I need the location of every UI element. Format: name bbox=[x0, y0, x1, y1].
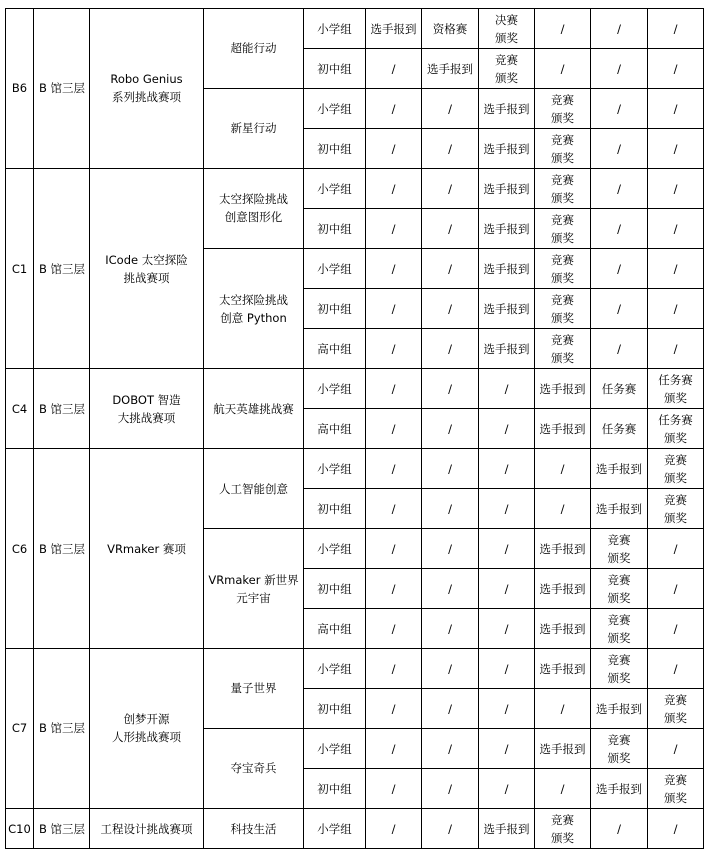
schedule-cell: / bbox=[591, 9, 648, 49]
schedule-cell: 任务赛 颁奖 bbox=[648, 408, 704, 448]
schedule-cell: / bbox=[479, 369, 535, 409]
schedule-cell: / bbox=[422, 289, 479, 329]
schedule-cell: / bbox=[479, 408, 535, 448]
schedule-cell: / bbox=[366, 369, 422, 409]
schedule-cell: / bbox=[591, 808, 648, 848]
schedule-cell: / bbox=[422, 609, 479, 649]
schedule-cell: 竞赛 颁奖 bbox=[648, 689, 704, 729]
sub-event-cell: VRmaker 新世界 元宇宙 bbox=[204, 529, 304, 649]
schedule-cell: / bbox=[479, 488, 535, 528]
sub-event-cell: 太空探险挑战 创意 Python bbox=[204, 248, 304, 368]
schedule-cell: 竞赛 颁奖 bbox=[535, 248, 591, 288]
group-cell: 初中组 bbox=[304, 568, 366, 608]
sub-event-cell: 新星行动 bbox=[204, 88, 304, 168]
schedule-cell: 选手报到 bbox=[535, 728, 591, 768]
table-row bbox=[6, 9, 704, 49]
schedule-cell: 竞赛 颁奖 bbox=[535, 129, 591, 169]
schedule-cell: / bbox=[591, 289, 648, 329]
schedule-cell: / bbox=[648, 328, 704, 368]
schedule-cell: / bbox=[366, 568, 422, 608]
schedule-cell: / bbox=[366, 488, 422, 528]
schedule-cell: 选手报到 bbox=[591, 449, 648, 489]
sub-event-cell: 科技生活 bbox=[204, 808, 304, 848]
schedule-cell: / bbox=[648, 728, 704, 768]
schedule-cell: / bbox=[366, 728, 422, 768]
schedule-cell: / bbox=[648, 609, 704, 649]
schedule-cell: / bbox=[479, 769, 535, 809]
schedule-cell: / bbox=[366, 648, 422, 688]
schedule-cell: 选手报到 bbox=[479, 328, 535, 368]
schedule-cell: / bbox=[648, 248, 704, 288]
group-cell: 小学组 bbox=[304, 168, 366, 208]
schedule-cell: / bbox=[648, 648, 704, 688]
schedule-cell: 竞赛 颁奖 bbox=[535, 328, 591, 368]
schedule-cell: / bbox=[366, 449, 422, 489]
table-row bbox=[6, 449, 704, 489]
schedule-cell: / bbox=[648, 808, 704, 848]
venue-code-cell: B6 bbox=[6, 9, 34, 169]
schedule-cell: / bbox=[422, 808, 479, 848]
schedule-cell: 选手报到 bbox=[479, 209, 535, 249]
group-cell: 初中组 bbox=[304, 488, 366, 528]
schedule-cell: / bbox=[591, 328, 648, 368]
schedule-cell: 选手报到 bbox=[479, 129, 535, 169]
schedule-cell: / bbox=[366, 529, 422, 569]
schedule-cell: / bbox=[422, 728, 479, 768]
group-cell: 小学组 bbox=[304, 449, 366, 489]
schedule-cell: 竞赛 颁奖 bbox=[535, 209, 591, 249]
schedule-cell: / bbox=[535, 449, 591, 489]
group-cell: 初中组 bbox=[304, 49, 366, 89]
schedule-cell: / bbox=[366, 609, 422, 649]
schedule-cell: 资格赛 bbox=[422, 9, 479, 49]
schedule-cell: 选手报到 bbox=[535, 648, 591, 688]
event-name-cell: DOBOT 智造 大挑战赛项 bbox=[90, 369, 204, 449]
schedule-cell: / bbox=[366, 808, 422, 848]
table-row bbox=[6, 648, 704, 688]
schedule-cell: / bbox=[648, 289, 704, 329]
schedule-cell: / bbox=[535, 689, 591, 729]
schedule-cell: / bbox=[479, 648, 535, 688]
schedule-cell: / bbox=[422, 369, 479, 409]
schedule-cell: / bbox=[535, 769, 591, 809]
schedule-cell: 选手报到 bbox=[479, 289, 535, 329]
schedule-cell: 任务赛 bbox=[591, 369, 648, 409]
schedule-cell: / bbox=[648, 529, 704, 569]
schedule-cell: 任务赛 bbox=[591, 408, 648, 448]
schedule-cell: / bbox=[422, 529, 479, 569]
schedule-cell: 竞赛 颁奖 bbox=[591, 568, 648, 608]
venue-code-cell: C4 bbox=[6, 369, 34, 449]
venue-code-cell: C1 bbox=[6, 168, 34, 368]
venue-code-cell: C7 bbox=[6, 648, 34, 808]
schedule-cell: 任务赛 颁奖 bbox=[648, 369, 704, 409]
table-row bbox=[6, 369, 704, 409]
schedule-cell: / bbox=[479, 449, 535, 489]
schedule-cell: 选手报到 bbox=[479, 808, 535, 848]
location-cell: B 馆三层 bbox=[34, 9, 90, 169]
schedule-cell: 选手报到 bbox=[535, 369, 591, 409]
event-name-cell: ICode 太空探险 挑战赛项 bbox=[90, 168, 204, 368]
schedule-cell: / bbox=[479, 689, 535, 729]
schedule-cell: 竞赛 颁奖 bbox=[591, 728, 648, 768]
schedule-cell: / bbox=[648, 49, 704, 89]
schedule-cell: 选手报到 bbox=[479, 248, 535, 288]
sub-event-cell: 航天英雄挑战赛 bbox=[204, 369, 304, 449]
group-cell: 初中组 bbox=[304, 209, 366, 249]
group-cell: 小学组 bbox=[304, 808, 366, 848]
schedule-cell: / bbox=[366, 88, 422, 128]
schedule-cell: / bbox=[591, 88, 648, 128]
schedule-cell: / bbox=[422, 248, 479, 288]
schedule-cell: / bbox=[648, 568, 704, 608]
schedule-cell: 选手报到 bbox=[479, 168, 535, 208]
schedule-cell: / bbox=[366, 769, 422, 809]
schedule-cell: / bbox=[591, 248, 648, 288]
group-cell: 高中组 bbox=[304, 328, 366, 368]
venue-code-cell: C10 bbox=[6, 808, 34, 848]
group-cell: 初中组 bbox=[304, 769, 366, 809]
schedule-cell: / bbox=[366, 289, 422, 329]
schedule-cell: / bbox=[366, 168, 422, 208]
schedule-cell: / bbox=[535, 9, 591, 49]
schedule-cell: 竞赛 颁奖 bbox=[535, 168, 591, 208]
schedule-cell: / bbox=[591, 49, 648, 89]
schedule-cell: 决赛 颁奖 bbox=[479, 9, 535, 49]
sub-event-cell: 超能行动 bbox=[204, 9, 304, 89]
group-cell: 初中组 bbox=[304, 129, 366, 169]
location-cell: B 馆三层 bbox=[34, 648, 90, 808]
schedule-cell: / bbox=[479, 529, 535, 569]
schedule-cell: 竞赛 颁奖 bbox=[591, 609, 648, 649]
sub-event-cell: 夺宝奇兵 bbox=[204, 728, 304, 808]
group-cell: 高中组 bbox=[304, 609, 366, 649]
schedule-cell: / bbox=[422, 449, 479, 489]
schedule-cell: / bbox=[591, 209, 648, 249]
schedule-cell: 竞赛 颁奖 bbox=[535, 289, 591, 329]
schedule-cell: / bbox=[422, 408, 479, 448]
location-cell: B 馆三层 bbox=[34, 168, 90, 368]
group-cell: 小学组 bbox=[304, 9, 366, 49]
sub-event-cell: 人工智能创意 bbox=[204, 449, 304, 529]
group-cell: 小学组 bbox=[304, 248, 366, 288]
schedule-cell: / bbox=[648, 168, 704, 208]
group-cell: 小学组 bbox=[304, 648, 366, 688]
group-cell: 初中组 bbox=[304, 689, 366, 729]
schedule-cell: / bbox=[479, 609, 535, 649]
schedule-cell: / bbox=[366, 129, 422, 169]
schedule-cell: 竞赛 颁奖 bbox=[535, 808, 591, 848]
schedule-cell: 选手报到 bbox=[591, 488, 648, 528]
schedule-cell: / bbox=[366, 328, 422, 368]
schedule-cell: 竞赛 颁奖 bbox=[535, 88, 591, 128]
schedule-cell: 竞赛 颁奖 bbox=[648, 449, 704, 489]
schedule-cell: / bbox=[422, 129, 479, 169]
event-name-cell: Robo Genius 系列挑战赛项 bbox=[90, 9, 204, 169]
schedule-cell: 竞赛 颁奖 bbox=[648, 488, 704, 528]
schedule-cell: / bbox=[422, 648, 479, 688]
schedule-cell: / bbox=[535, 488, 591, 528]
schedule-cell: 竞赛 颁奖 bbox=[591, 648, 648, 688]
schedule-cell: / bbox=[648, 88, 704, 128]
table-row bbox=[6, 168, 704, 208]
schedule-cell: / bbox=[422, 168, 479, 208]
group-cell: 小学组 bbox=[304, 88, 366, 128]
schedule-cell: 竞赛 颁奖 bbox=[591, 529, 648, 569]
event-name-cell: VRmaker 赛项 bbox=[90, 449, 204, 649]
venue-code-cell: C6 bbox=[6, 449, 34, 649]
schedule-cell: / bbox=[422, 488, 479, 528]
location-cell: B 馆三层 bbox=[34, 449, 90, 649]
group-cell: 初中组 bbox=[304, 289, 366, 329]
location-cell: B 馆三层 bbox=[34, 808, 90, 848]
schedule-cell: 选手报到 bbox=[535, 529, 591, 569]
table-row bbox=[6, 808, 704, 848]
schedule-cell: / bbox=[591, 168, 648, 208]
schedule-cell: / bbox=[422, 209, 479, 249]
schedule-cell: / bbox=[422, 88, 479, 128]
schedule-cell: / bbox=[422, 689, 479, 729]
schedule-cell: 选手报到 bbox=[535, 568, 591, 608]
group-cell: 小学组 bbox=[304, 529, 366, 569]
group-cell: 高中组 bbox=[304, 408, 366, 448]
schedule-cell: / bbox=[648, 9, 704, 49]
event-name-cell: 工程设计挑战赛项 bbox=[90, 808, 204, 848]
group-cell: 小学组 bbox=[304, 369, 366, 409]
schedule-cell: 选手报到 bbox=[422, 49, 479, 89]
group-cell: 小学组 bbox=[304, 728, 366, 768]
schedule-cell: / bbox=[422, 568, 479, 608]
sub-event-cell: 量子世界 bbox=[204, 648, 304, 728]
schedule-cell: / bbox=[422, 328, 479, 368]
schedule-cell: 选手报到 bbox=[591, 769, 648, 809]
schedule-cell: / bbox=[422, 769, 479, 809]
sub-event-cell: 太空探险挑战 创意图形化 bbox=[204, 168, 304, 248]
schedule-cell: / bbox=[648, 209, 704, 249]
schedule-cell: 选手报到 bbox=[479, 88, 535, 128]
location-cell: B 馆三层 bbox=[34, 369, 90, 449]
schedule-table bbox=[5, 8, 704, 849]
schedule-cell: 选手报到 bbox=[535, 609, 591, 649]
schedule-cell: / bbox=[535, 49, 591, 89]
schedule-cell: / bbox=[479, 728, 535, 768]
schedule-cell: / bbox=[366, 209, 422, 249]
schedule-cell: / bbox=[366, 49, 422, 89]
schedule-cell: 竞赛 颁奖 bbox=[648, 769, 704, 809]
schedule-cell: / bbox=[648, 129, 704, 169]
schedule-cell: / bbox=[591, 129, 648, 169]
schedule-cell: 竞赛 颁奖 bbox=[479, 49, 535, 89]
schedule-cell: / bbox=[366, 408, 422, 448]
schedule-cell: / bbox=[366, 689, 422, 729]
schedule-cell: / bbox=[479, 568, 535, 608]
event-name-cell: 创梦开源 人形挑战赛项 bbox=[90, 648, 204, 808]
schedule-cell: 选手报到 bbox=[535, 408, 591, 448]
schedule-cell: 选手报到 bbox=[591, 689, 648, 729]
schedule-cell: / bbox=[366, 248, 422, 288]
schedule-cell: 选手报到 bbox=[366, 9, 422, 49]
